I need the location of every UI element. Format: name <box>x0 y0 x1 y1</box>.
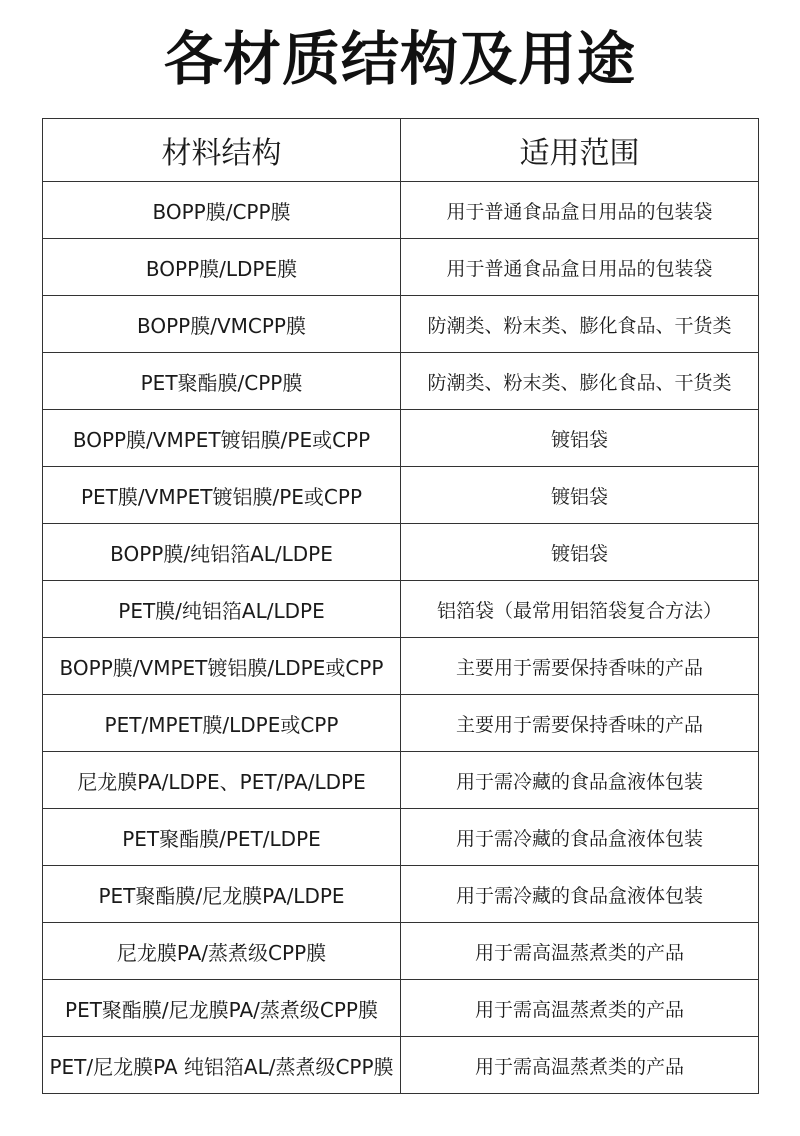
table-row <box>43 581 759 638</box>
usage-cell: 铝箔袋（最常用铝箔袋复合方法） <box>401 581 759 638</box>
structure-cell: PET膜/纯铝箔AL/LDPE <box>43 581 401 638</box>
table-row <box>43 410 759 467</box>
table-row <box>43 752 759 809</box>
header-structure: 材料结构 <box>43 119 401 182</box>
usage-cell: 用于需高温蒸煮类的产品 <box>401 980 759 1037</box>
structure-cell: PET聚酯膜/尼龙膜PA/LDPE <box>43 866 401 923</box>
table-row <box>43 923 759 980</box>
table-row <box>43 866 759 923</box>
usage-cell: 用于需高温蒸煮类的产品 <box>401 1037 759 1094</box>
usage-cell: 防潮类、粉末类、膨化食品、干货类 <box>401 296 759 353</box>
usage-cell: 镀铝袋 <box>401 467 759 524</box>
usage-cell: 用于普通食品盒日用品的包装袋 <box>401 239 759 296</box>
structure-cell: PET/MPET膜/LDPE或CPP <box>43 695 401 752</box>
table-row <box>43 182 759 239</box>
table-row <box>43 239 759 296</box>
table-row <box>43 809 759 866</box>
structure-cell: BOPP膜/VMPET镀铝膜/LDPE或CPP <box>43 638 401 695</box>
table-header-row <box>43 119 759 182</box>
structure-cell: PET聚酯膜/PET/LDPE <box>43 809 401 866</box>
table-row <box>43 1037 759 1094</box>
table-row <box>43 296 759 353</box>
usage-cell: 镀铝袋 <box>401 410 759 467</box>
structure-cell: 尼龙膜PA/蒸煮级CPP膜 <box>43 923 401 980</box>
usage-cell: 用于需冷藏的食品盒液体包装 <box>401 752 759 809</box>
table-row <box>43 353 759 410</box>
table-row <box>43 980 759 1037</box>
usage-cell: 主要用于需要保持香味的产品 <box>401 638 759 695</box>
usage-cell: 用于需高温蒸煮类的产品 <box>401 923 759 980</box>
usage-cell: 用于需冷藏的食品盒液体包装 <box>401 809 759 866</box>
usage-cell: 防潮类、粉末类、膨化食品、干货类 <box>401 353 759 410</box>
structure-cell: 尼龙膜PA/LDPE、PET/PA/LDPE <box>43 752 401 809</box>
structure-cell: BOPP膜/CPP膜 <box>43 182 401 239</box>
table-row <box>43 695 759 752</box>
structure-cell: BOPP膜/VMPET镀铝膜/PE或CPP <box>43 410 401 467</box>
usage-cell: 用于需冷藏的食品盒液体包装 <box>401 866 759 923</box>
structure-cell: BOPP膜/LDPE膜 <box>43 239 401 296</box>
table-row <box>43 638 759 695</box>
usage-cell: 镀铝袋 <box>401 524 759 581</box>
page-title: 各材质结构及用途 <box>163 25 636 93</box>
structure-cell: BOPP膜/VMCPP膜 <box>43 296 401 353</box>
materials-table <box>42 118 759 1094</box>
table-row <box>43 467 759 524</box>
usage-cell: 主要用于需要保持香味的产品 <box>401 695 759 752</box>
structure-cell: PET聚酯膜/尼龙膜PA/蒸煮级CPP膜 <box>43 980 401 1037</box>
structure-cell: PET膜/VMPET镀铝膜/PE或CPP <box>43 467 401 524</box>
structure-cell: BOPP膜/纯铝箔AL/LDPE <box>43 524 401 581</box>
header-usage: 适用范围 <box>401 119 759 182</box>
structure-cell: PET/尼龙膜PA 纯铝箔AL/蒸煮级CPP膜 <box>43 1037 401 1094</box>
table-row <box>43 524 759 581</box>
structure-cell: PET聚酯膜/CPP膜 <box>43 353 401 410</box>
usage-cell: 用于普通食品盒日用品的包装袋 <box>401 182 759 239</box>
